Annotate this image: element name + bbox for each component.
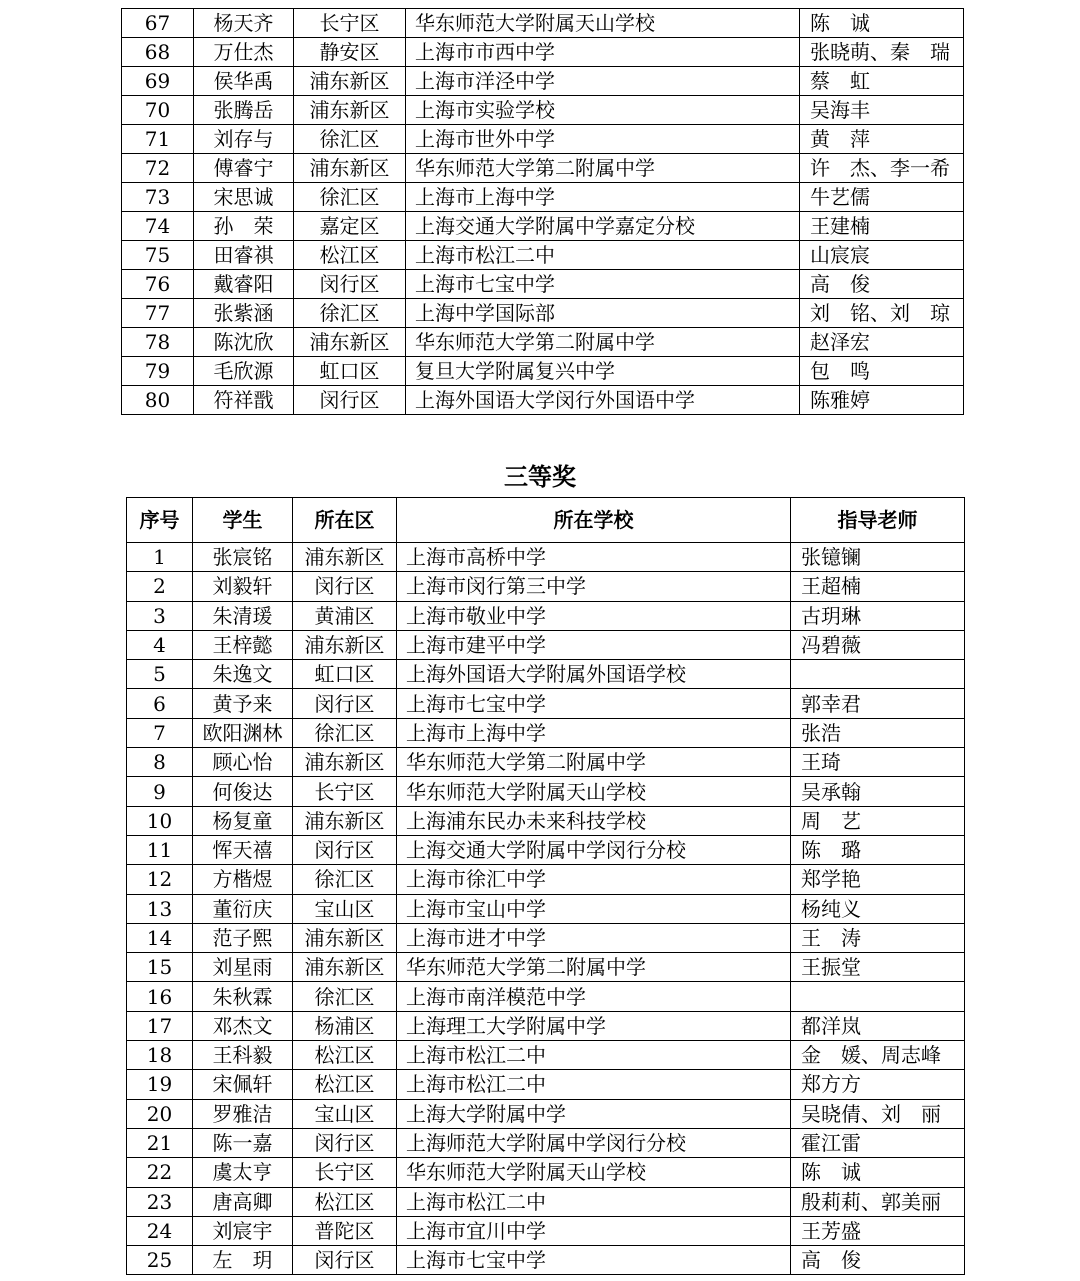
- cell-teacher: 吴晓倩、刘 丽: [791, 1099, 965, 1128]
- cell-student: 朱清瑗: [193, 601, 293, 630]
- cell-teacher: 高 俊: [791, 1246, 965, 1275]
- cell-no: 9: [127, 777, 193, 806]
- table-row: [127, 718, 965, 747]
- cell-district: 徐汇区: [294, 125, 406, 154]
- table-header-row: [127, 498, 965, 543]
- cell-student: 杨复童: [193, 806, 293, 835]
- cell-teacher: 王建楠: [800, 212, 964, 241]
- cell-no: 23: [127, 1187, 193, 1216]
- cell-school: 上海市七宝中学: [397, 689, 791, 718]
- cell-student: 唐高卿: [193, 1187, 293, 1216]
- cell-student: 朱秋霖: [193, 982, 293, 1011]
- cell-district: 松江区: [293, 1070, 397, 1099]
- cell-no: 73: [122, 183, 194, 212]
- cell-student: 刘存与: [194, 125, 294, 154]
- table-row: [127, 689, 965, 718]
- cell-teacher: [791, 982, 965, 1011]
- cell-no: 15: [127, 953, 193, 982]
- cell-student: 顾心怡: [193, 748, 293, 777]
- cell-school: 上海中学国际部: [406, 299, 800, 328]
- cell-no: 19: [127, 1070, 193, 1099]
- cell-school: 上海理工大学附属中学: [397, 1011, 791, 1040]
- cell-teacher: 陈雅婷: [800, 386, 964, 415]
- cell-teacher: 王振堂: [791, 953, 965, 982]
- cell-district: 徐汇区: [294, 299, 406, 328]
- table-row: [122, 154, 964, 183]
- cell-school: 上海市高桥中学: [397, 543, 791, 572]
- cell-student: 田睿祺: [194, 241, 294, 270]
- cell-district: 宝山区: [293, 1099, 397, 1128]
- cell-student: 朱逸文: [193, 660, 293, 689]
- cell-no: 3: [127, 601, 193, 630]
- cell-teacher: 高 俊: [800, 270, 964, 299]
- cell-no: 21: [127, 1128, 193, 1157]
- cell-district: 宝山区: [293, 894, 397, 923]
- cell-student: 戴睿阳: [194, 270, 294, 299]
- table-row: [127, 1041, 965, 1070]
- cell-no: 71: [122, 125, 194, 154]
- cell-student: 宋思诚: [194, 183, 294, 212]
- table-row: [127, 1099, 965, 1128]
- table-row: [127, 982, 965, 1011]
- cell-district: 浦东新区: [293, 748, 397, 777]
- cell-district: 徐汇区: [293, 718, 397, 747]
- table-row: [127, 601, 965, 630]
- cell-no: 68: [122, 38, 194, 67]
- cell-teacher: 牛艺儒: [800, 183, 964, 212]
- cell-district: 松江区: [293, 1041, 397, 1070]
- table-row: [127, 1158, 965, 1187]
- cell-district: 闵行区: [294, 270, 406, 299]
- cell-no: 13: [127, 894, 193, 923]
- cell-no: 1: [127, 543, 193, 572]
- table-row: [127, 1187, 965, 1216]
- cell-no: 80: [122, 386, 194, 415]
- cell-student: 杨天齐: [194, 9, 294, 38]
- cell-district: 徐汇区: [293, 982, 397, 1011]
- cell-school: 上海市上海中学: [397, 718, 791, 747]
- cell-student: 黄予来: [193, 689, 293, 718]
- cell-no: 14: [127, 923, 193, 952]
- cell-teacher: 陈 诚: [800, 9, 964, 38]
- cell-teacher: 王琦: [791, 748, 965, 777]
- cell-district: 徐汇区: [293, 865, 397, 894]
- cell-student: 符祥戬: [194, 386, 294, 415]
- cell-teacher: 郭幸君: [791, 689, 965, 718]
- cell-district: 浦东新区: [293, 923, 397, 952]
- cell-school: 上海市实验学校: [406, 96, 800, 125]
- cell-no: 11: [127, 835, 193, 864]
- cell-teacher: 都洋岚: [791, 1011, 965, 1040]
- cell-school: 华东师范大学附属天山学校: [406, 9, 800, 38]
- cell-district: 闵行区: [293, 689, 397, 718]
- cell-school: 上海市七宝中学: [397, 1246, 791, 1275]
- table-row: [127, 894, 965, 923]
- cell-district: 嘉定区: [294, 212, 406, 241]
- cell-student: 张紫涵: [194, 299, 294, 328]
- cell-student: 罗雅洁: [193, 1099, 293, 1128]
- cell-school: 华东师范大学附属天山学校: [397, 777, 791, 806]
- cell-no: 20: [127, 1099, 193, 1128]
- cell-district: 杨浦区: [293, 1011, 397, 1040]
- table-row: [127, 748, 965, 777]
- cell-teacher: 吴承翰: [791, 777, 965, 806]
- cell-school: 上海市松江二中: [397, 1070, 791, 1099]
- cell-school: 上海市闵行第三中学: [397, 572, 791, 601]
- cell-school: 华东师范大学第二附属中学: [406, 328, 800, 357]
- table-row: [122, 386, 964, 415]
- cell-teacher: [791, 660, 965, 689]
- cell-school: 上海市宜川中学: [397, 1216, 791, 1245]
- header-no: 序号: [127, 498, 193, 543]
- cell-district: 长宁区: [293, 777, 397, 806]
- cell-no: 70: [122, 96, 194, 125]
- cell-no: 72: [122, 154, 194, 183]
- cell-student: 欧阳渊林: [193, 718, 293, 747]
- cell-no: 5: [127, 660, 193, 689]
- cell-no: 77: [122, 299, 194, 328]
- cell-teacher: 山宸宸: [800, 241, 964, 270]
- cell-school: 上海市进才中学: [397, 923, 791, 952]
- cell-student: 邓杰文: [193, 1011, 293, 1040]
- cell-teacher: 张晓萌、秦 瑞: [800, 38, 964, 67]
- cell-teacher: 吴海丰: [800, 96, 964, 125]
- table-row: [122, 241, 964, 270]
- cell-no: 74: [122, 212, 194, 241]
- cell-teacher: 郑方方: [791, 1070, 965, 1099]
- table-row: [122, 299, 964, 328]
- table-row: [127, 543, 965, 572]
- cell-district: 闵行区: [293, 835, 397, 864]
- cell-no: 69: [122, 67, 194, 96]
- table-row: [122, 67, 964, 96]
- cell-school: 上海市松江二中: [397, 1187, 791, 1216]
- cell-teacher: 金 媛、周志峰: [791, 1041, 965, 1070]
- section-title-third-prize: 三等奖: [504, 462, 576, 491]
- table-row: [122, 357, 964, 386]
- table-row: [127, 835, 965, 864]
- cell-district: 黄浦区: [293, 601, 397, 630]
- cell-district: 长宁区: [293, 1158, 397, 1187]
- cell-teacher: 郑学艳: [791, 865, 965, 894]
- cell-no: 6: [127, 689, 193, 718]
- table-row: [127, 1216, 965, 1245]
- cell-student: 方楷煜: [193, 865, 293, 894]
- cell-district: 浦东新区: [294, 67, 406, 96]
- cell-student: 王科毅: [193, 1041, 293, 1070]
- cell-district: 静安区: [294, 38, 406, 67]
- cell-teacher: 蔡 虹: [800, 67, 964, 96]
- cell-teacher: 张浩: [791, 718, 965, 747]
- table-row: [122, 212, 964, 241]
- cell-student: 左 玥: [193, 1246, 293, 1275]
- cell-student: 何俊达: [193, 777, 293, 806]
- table-row: [122, 9, 964, 38]
- cell-school: 华东师范大学附属天山学校: [397, 1158, 791, 1187]
- cell-student: 陈一嘉: [193, 1128, 293, 1157]
- cell-no: 25: [127, 1246, 193, 1275]
- cell-district: 闵行区: [293, 572, 397, 601]
- cell-teacher: 杨纯义: [791, 894, 965, 923]
- cell-school: 上海市世外中学: [406, 125, 800, 154]
- cell-district: 长宁区: [294, 9, 406, 38]
- cell-teacher: 张镱镧: [791, 543, 965, 572]
- table-row: [122, 125, 964, 154]
- header-school: 所在学校: [397, 498, 791, 543]
- table-row: [127, 953, 965, 982]
- cell-school: 上海市七宝中学: [406, 270, 800, 299]
- table-row: [127, 777, 965, 806]
- cell-no: 17: [127, 1011, 193, 1040]
- table-row: [127, 1011, 965, 1040]
- cell-district: 浦东新区: [294, 154, 406, 183]
- cell-teacher: 王芳盛: [791, 1216, 965, 1245]
- cell-student: 孙 荣: [194, 212, 294, 241]
- cell-school: 上海浦东民办未来科技学校: [397, 806, 791, 835]
- cell-school: 复旦大学附属复兴中学: [406, 357, 800, 386]
- cell-student: 董衍庆: [193, 894, 293, 923]
- cell-district: 闵行区: [294, 386, 406, 415]
- cell-no: 75: [122, 241, 194, 270]
- second-prize-table-continued: [121, 8, 964, 415]
- cell-student: 宋佩轩: [193, 1070, 293, 1099]
- cell-teacher: 王超楠: [791, 572, 965, 601]
- cell-student: 陈沈欣: [194, 328, 294, 357]
- table-row: [127, 923, 965, 952]
- cell-student: 傅睿宁: [194, 154, 294, 183]
- cell-no: 8: [127, 748, 193, 777]
- cell-school: 上海市宝山中学: [397, 894, 791, 923]
- cell-school: 上海市松江二中: [397, 1041, 791, 1070]
- cell-student: 刘宸宇: [193, 1216, 293, 1245]
- cell-school: 上海交通大学附属中学闵行分校: [397, 835, 791, 864]
- cell-school: 上海市南洋模范中学: [397, 982, 791, 1011]
- cell-school: 华东师范大学第二附属中学: [397, 953, 791, 982]
- cell-teacher: 刘 铭、刘 琼: [800, 299, 964, 328]
- cell-teacher: 陈 诚: [791, 1158, 965, 1187]
- cell-district: 虹口区: [294, 357, 406, 386]
- cell-district: 虹口区: [293, 660, 397, 689]
- cell-school: 上海交通大学附属中学嘉定分校: [406, 212, 800, 241]
- cell-teacher: 黄 萍: [800, 125, 964, 154]
- cell-district: 闵行区: [293, 1128, 397, 1157]
- cell-district: 普陀区: [293, 1216, 397, 1245]
- cell-school: 上海市市西中学: [406, 38, 800, 67]
- cell-student: 王梓懿: [193, 630, 293, 659]
- table-row: [127, 630, 965, 659]
- cell-school: 上海师范大学附属中学闵行分校: [397, 1128, 791, 1157]
- cell-no: 18: [127, 1041, 193, 1070]
- header-district: 所在区: [293, 498, 397, 543]
- cell-student: 恽天禧: [193, 835, 293, 864]
- cell-school: 上海市建平中学: [397, 630, 791, 659]
- cell-no: 10: [127, 806, 193, 835]
- cell-school: 华东师范大学第二附属中学: [397, 748, 791, 777]
- cell-district: 浦东新区: [294, 328, 406, 357]
- cell-student: 张腾岳: [194, 96, 294, 125]
- cell-district: 松江区: [294, 241, 406, 270]
- cell-no: 67: [122, 9, 194, 38]
- cell-no: 22: [127, 1158, 193, 1187]
- cell-school: 上海市徐汇中学: [397, 865, 791, 894]
- cell-no: 76: [122, 270, 194, 299]
- cell-no: 78: [122, 328, 194, 357]
- cell-district: 徐汇区: [294, 183, 406, 212]
- cell-district: 松江区: [293, 1187, 397, 1216]
- cell-school: 上海外国语大学闵行外国语中学: [406, 386, 800, 415]
- cell-teacher: 霍江雷: [791, 1128, 965, 1157]
- header-student: 学生: [193, 498, 293, 543]
- cell-no: 24: [127, 1216, 193, 1245]
- cell-school: 上海市洋泾中学: [406, 67, 800, 96]
- cell-district: 浦东新区: [294, 96, 406, 125]
- cell-student: 刘毅轩: [193, 572, 293, 601]
- cell-no: 79: [122, 357, 194, 386]
- cell-student: 万仕杰: [194, 38, 294, 67]
- table-row: [122, 270, 964, 299]
- cell-district: 浦东新区: [293, 806, 397, 835]
- cell-teacher: 古玥琳: [791, 601, 965, 630]
- cell-student: 毛欣源: [194, 357, 294, 386]
- cell-student: 虞太亨: [193, 1158, 293, 1187]
- cell-no: 2: [127, 572, 193, 601]
- table-row: [122, 38, 964, 67]
- cell-school: 上海大学附属中学: [397, 1099, 791, 1128]
- cell-school: 上海市上海中学: [406, 183, 800, 212]
- table-row: [127, 1070, 965, 1099]
- table-row: [127, 806, 965, 835]
- cell-district: 闵行区: [293, 1246, 397, 1275]
- cell-teacher: 陈 璐: [791, 835, 965, 864]
- cell-no: 16: [127, 982, 193, 1011]
- cell-teacher: 周 艺: [791, 806, 965, 835]
- cell-no: 4: [127, 630, 193, 659]
- third-prize-table: [126, 497, 965, 1275]
- table-row: [127, 1246, 965, 1275]
- cell-no: 7: [127, 718, 193, 747]
- cell-teacher: 包 鸣: [800, 357, 964, 386]
- cell-teacher: 殷莉莉、郭美丽: [791, 1187, 965, 1216]
- table-row: [122, 96, 964, 125]
- table-row: [127, 865, 965, 894]
- cell-teacher: 冯碧薇: [791, 630, 965, 659]
- table-row: [127, 1128, 965, 1157]
- cell-district: 浦东新区: [293, 630, 397, 659]
- cell-student: 张宸铭: [193, 543, 293, 572]
- cell-school: 上海外国语大学附属外国语学校: [397, 660, 791, 689]
- cell-school: 上海市松江二中: [406, 241, 800, 270]
- cell-teacher: 赵泽宏: [800, 328, 964, 357]
- table-row: [122, 328, 964, 357]
- cell-district: 浦东新区: [293, 543, 397, 572]
- cell-district: 浦东新区: [293, 953, 397, 982]
- header-teacher: 指导老师: [791, 498, 965, 543]
- cell-teacher: 许 杰、李一希: [800, 154, 964, 183]
- cell-student: 侯华禹: [194, 67, 294, 96]
- table-row: [127, 572, 965, 601]
- cell-school: 上海市敬业中学: [397, 601, 791, 630]
- cell-student: 范子熙: [193, 923, 293, 952]
- table-row: [127, 660, 965, 689]
- cell-student: 刘星雨: [193, 953, 293, 982]
- cell-no: 12: [127, 865, 193, 894]
- third-prize-table-body: [127, 543, 965, 1275]
- cell-teacher: 王 涛: [791, 923, 965, 952]
- table-row: [122, 183, 964, 212]
- cell-school: 华东师范大学第二附属中学: [406, 154, 800, 183]
- second-prize-table-body: [122, 9, 964, 415]
